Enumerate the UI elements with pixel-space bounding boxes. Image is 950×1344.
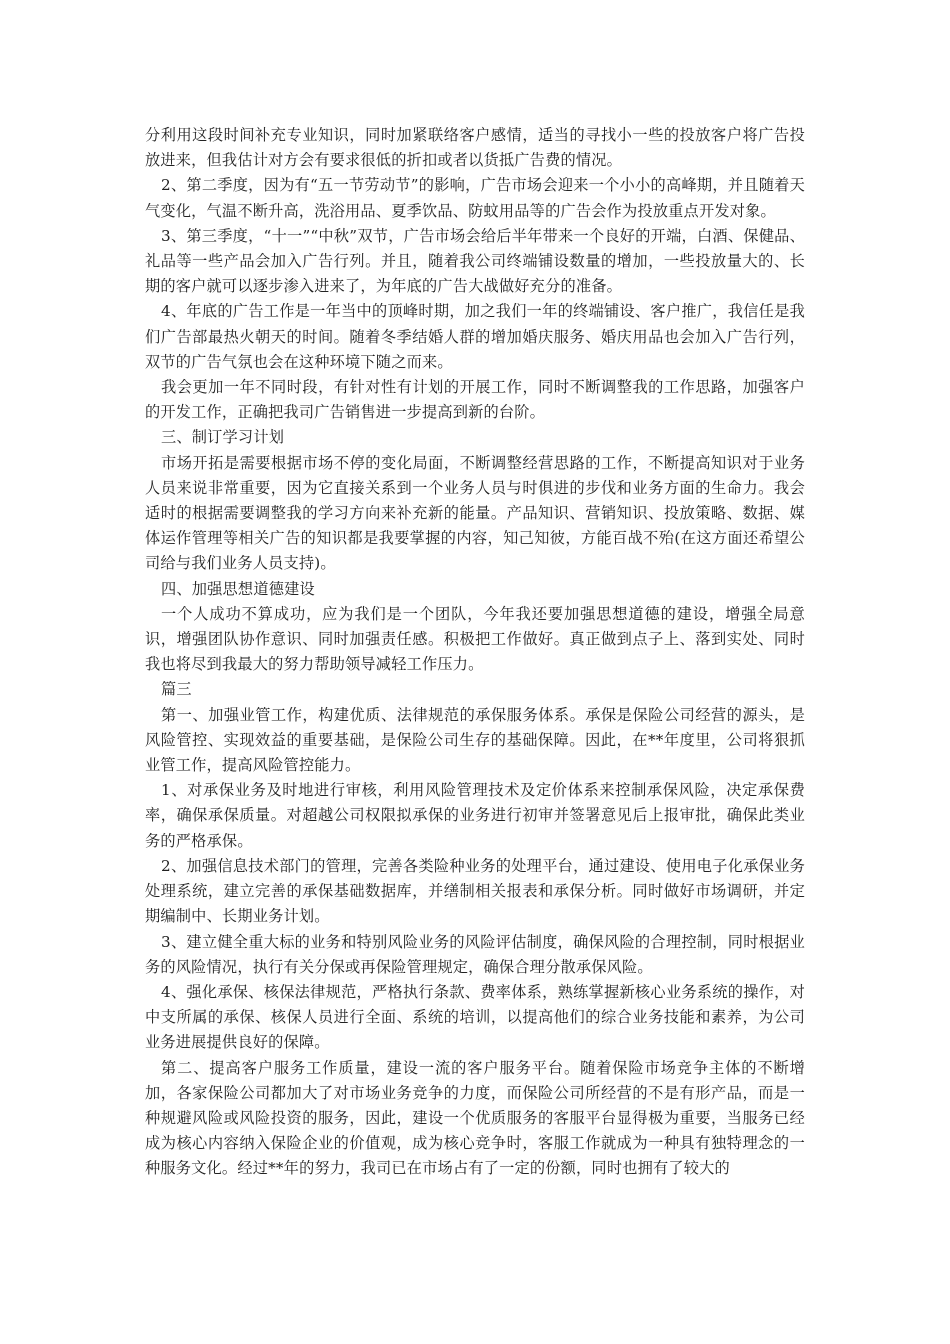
paragraph-item-2: 2、第二季度，因为有“五一节劳动节”的影响，广告市场会迎来一个小小的高峰期，并且随着天气变化，气温不断升高，洗浴用品、夏季饮品、防蚊用品等的广告会作为投放重点开发对象。 — [145, 176, 805, 220]
section-heading-ethics: 四、加强思想道德建设 — [161, 579, 315, 598]
paragraph-first-point: 第一、加强业管工作，构建优质、法律规范的承保服务体系。承保是保险公司经营的源头，是风险管控、实现效益的重要基础，是保险公司生存的基础保障。因此，在**年度里，公司将狠抓业管工作，提高风险管控能力。 — [145, 705, 805, 775]
paragraph-sub-item-1: 1、对承保业务及时地进行审核，利用风险管理技术及定价体系来控制承保风险，决定承保费率，确保承保质量。对超越公司权限拟承保的业务进行初审并签署意见后上报审批，确保此类业务的严格承保。 — [145, 781, 805, 850]
paragraph-ethics: 一个人成功不算成功，应为我们是一个团队，今年我还要加强思想道德的建设，增强全局意识，增强团队协作意识、同时加强责任感。积极把工作做好。真正做到点子上、落到实处、同时我也将尽到我最大的努力帮助领导减轻工作压力。 — [145, 604, 805, 674]
paragraph-summary: 我会更加一年不同时段，有针对性有计划的开展工作，同时不断调整我的工作思路，加强客户的开发工作，正确把我司广告销售进一步提高到新的台阶。 — [145, 378, 805, 422]
paragraph-sub-item-3: 3、建立健全重大标的业务和特别风险业务的风险评估制度，确保风险的合理控制，同时根据业务的风险情况，执行有关分保或再保险管理规定，确保合理分散承保风险。 — [145, 932, 805, 976]
paragraph-continuation: 分利用这段时间补充专业知识，同时加紧联络客户感情，适当的寻找小一些的投放客户将广告投放进来，但我估计对方会有要求很低的折扣或者以货抵广告费的情况。 — [145, 126, 805, 170]
paragraph-sub-item-4: 4、强化承保、核保法律规范，严格执行条款、费率体系，熟练掌握新核心业务系统的操作，对中支所属的承保、核保人员进行全面、系统的培训，以提高他们的综合业务技能和素养，为公司业务进展提供良好的保障。 — [145, 982, 805, 1052]
paragraph-item-4: 4、年底的广告工作是一年当中的顶峰时期，加之我们一年的终端铺设、客户推广，我信任是我们广告部最热火朝天的时间。随着冬季结婚人群的增加婚庆服务、婚庆用品也会加入广告行列，双节的广告气氛也会在这种环境下随之而来。 — [145, 302, 805, 371]
paragraph-study-plan: 市场开拓是需要根据市场不停的变化局面，不断调整经营思路的工作，不断提高知识对于业务人员来说非常重要，因为它直接关系到一个业务人员与时俱进的步伐和业务方面的生命力。我会适时的根据需要调整我的学习方向来补充新的能量。产品知识、营销知识、投放策略、数据、媒体运作管理等相关广告的知识都是我要掌握的内容，知己知彼，方能百战不殆(在这方面还希望公司给与我们业务人员支持)。 — [145, 453, 805, 573]
paragraph-sub-item-2: 2、加强信息技术部门的管理，完善各类险种业务的处理平台，通过建设、使用电子化承保业务处理系统，建立完善的承保基础数据库，并缮制相关报表和承保分析。同时做好市场调研，并定期编制中、长期业务计划。 — [145, 856, 805, 926]
document-body — [145, 123, 805, 1182]
paragraph-item-3: 3、第三季度，“十一”“中秋”双节，广告市场会给后半年带来一个良好的开端，白酒、保健品、礼品等一些产品会加入广告行列。并且，随着我公司终端铺设数量的增加，一些投放量大的、长期的客户就可以逐步渗入进来了，为年底的广告大战做好充分的准备。 — [145, 226, 805, 296]
section-heading-study-plan: 三、制订学习计划 — [161, 428, 285, 447]
section-heading-part-three: 篇三 — [161, 680, 192, 699]
paragraph-second-point: 第二、提高客户服务工作质量，建设一流的客户服务平台。随着保险市场竞争主体的不断增加，各家保险公司都加大了对市场业务竞争的力度，而保险公司所经营的不是有形产品，而是一种规避风险或风险投资的服务，因此，建设一个优质服务的客服平台显得极为重要，当服务已经成为核心内容纳入保险企业的价值观，成为核心竞争时，客服工作就成为一种具有独特理念的一种服务文化。经过**年的努力，我司已在市场占有了一定的份额，同时也拥有了较大的 — [145, 1058, 805, 1178]
